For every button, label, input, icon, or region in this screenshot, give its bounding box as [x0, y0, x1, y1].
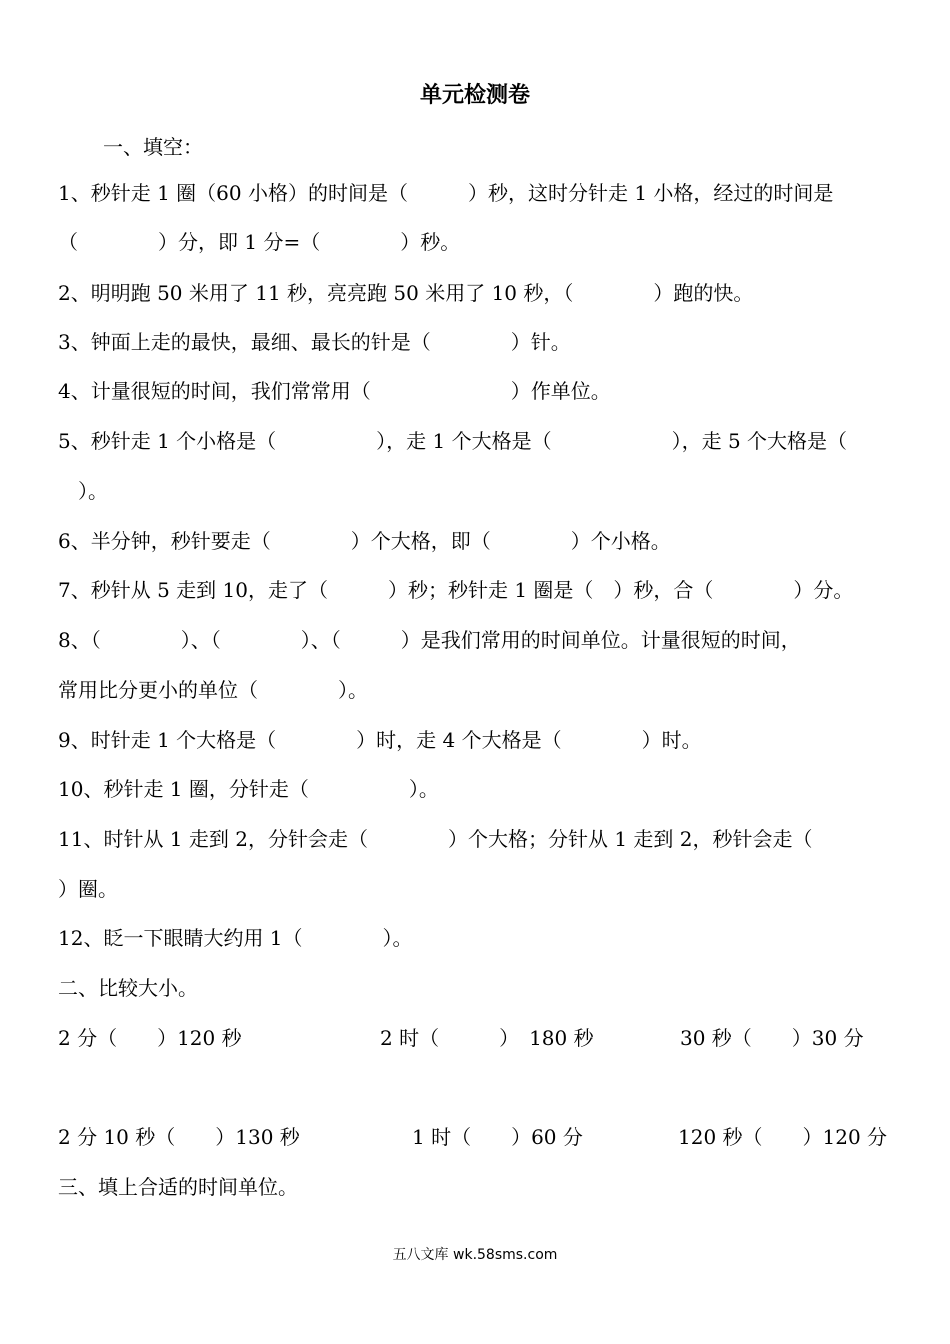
- page-title: 单元检测卷: [419, 83, 530, 108]
- question-line: 4、计量很短的时间，我们常常用（ ）作单位。: [58, 379, 611, 403]
- compare-item: 2 分 10 秒（ ）130 秒: [58, 1125, 300, 1149]
- section2-heading: 二、比较大小。: [58, 976, 198, 1000]
- compare-item: 2 分（ ）120 秒: [58, 1026, 242, 1050]
- question-line: 常用比分更小的单位（ ）。: [58, 678, 368, 702]
- section1-heading: 一、填空：: [103, 135, 203, 159]
- compare-item: 2 时（ ） 180 秒: [380, 1026, 594, 1050]
- footer-watermark: 五八文库 wk.58sms.com: [392, 1247, 558, 1263]
- question-line: 3、钟面上走的最快，最细、最长的针是（ ）针。: [58, 330, 571, 354]
- question-line: 2、明明跑 50 米用了 11 秒，亮亮跑 50 米用了 10 秒，（ ）跑的快。: [58, 281, 754, 305]
- question-line: 11、时针从 1 走到 2，分针会走（ ）个大格；分针从 1 走到 2，秒针会走（: [58, 827, 813, 851]
- compare-item: 30 秒（ ）30 分: [680, 1026, 864, 1050]
- question-line: 6、半分钟，秒针要走（ ）个大格，即（ ）个小格。: [58, 529, 671, 553]
- question-line: 9、时针走 1 个大格是（ ）时，走 4 个大格是（ ）时。: [58, 728, 702, 752]
- question-line: 7、秒针从 5 走到 10，走了（ ）秒；秒针走 1 圈是（ ）秒，合（ ）分。: [58, 578, 854, 602]
- question-line: ）。: [58, 479, 108, 503]
- compare-item: 120 秒（ ）120 分: [678, 1125, 888, 1149]
- question-line: （ ）分，即 1 分=（ ）秒。: [58, 230, 461, 254]
- section3-heading: 三、填上合适的时间单位。: [58, 1175, 298, 1199]
- question-line: 12、眨一下眼睛大约用 1（ ）。: [58, 926, 413, 950]
- question-line: 1、秒针走 1 圈（60 小格）的时间是（ ）秒，这时分针走 1 小格，经过的时间是: [58, 181, 834, 205]
- compare-item: 1 时（ ）60 分: [412, 1125, 583, 1149]
- question-line: 10、秒针走 1 圈，分针走（ ）。: [58, 777, 439, 801]
- question-line: ）圈。: [58, 877, 118, 901]
- question-line: 8、（ ）、（ ）、（ ）是我们常用的时间单位。计量很短的时间，: [58, 628, 801, 652]
- question-line: 5、秒针走 1 个小格是（ ），走 1 个大格是（ ），走 5 个大格是（: [58, 429, 848, 453]
